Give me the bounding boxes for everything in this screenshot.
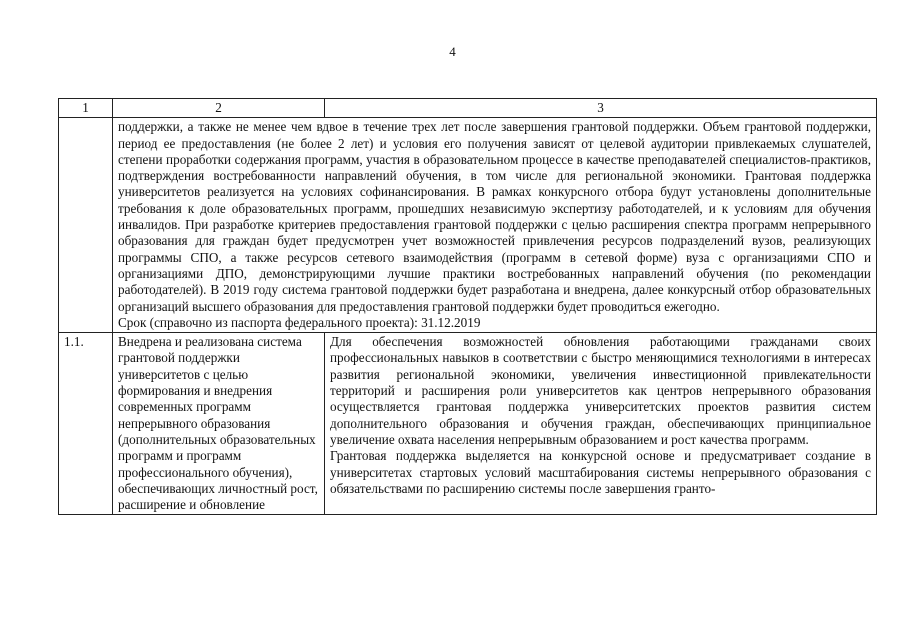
- result-title: Внедрена и реализована система грантовой поддержки университетов с целью формирования и внедрения современных программ непрерывного образования (дополнительных образовательных программ и программ профессионального обучения), обеспечивающих личностный рост, расширение и обновление: [118, 334, 318, 513]
- description-paragraph-1: Для обеспечения возможностей обновления работающими гражданами своих профессиональных навыков в соответствии с быстро меняющимися технологиями в интересах развития региональной экономики, увеличения инвестиционной привлекательности территорий и расширения роли университетов как центров непрерывного образования осуществляется грантовая поддержка университетских проектов развития систем дополнительного образования и обучения граждан, обеспечивающих принципиальное увеличение охвата населения непрерывным образованием и рост качества программ.: [330, 334, 871, 447]
- table-row-1-1: [59, 333, 877, 515]
- row-number: 1.1.: [59, 333, 113, 515]
- header-cell-3: 3: [325, 99, 877, 118]
- page-number: 4: [449, 44, 456, 59]
- document-table: [58, 98, 877, 515]
- continuation-paragraph: поддержки, а также не менее чем вдвое в течение трех лет после завершения грантовой поддержки. Объем грантовой поддержки, период ее предоставления (не более 2 лет) и условия его получения зависят от целевой аудитории привлекаемых слушателей, степени проработки содержания программ, участия в образовательном процессе в качестве преподавателей специалистов-практиков, подтверждения востребованности направлений обучения, в том числе для региональной экономики. Грантовая поддержка университетов реализуется на условиях софинансирования. В рамках конкурсного отбора будут установлены дополнительные требования к доле образовательных программ, прошедших независимую экспертизу работодателей, и к условиям для обучения инвалидов. При разработке критериев предоставления грантовой поддержки с целью расширения спектра программ непрерывного образования для граждан будет предусмотрен учет возможностей привлечения ресурсов подразделений вузов, реализующих программы СПО, а также ресурсов сетевого взаимодействия (программ в сетевой форме) вуза с организациями СПО и организациями ДПО, демонстрирующими лучшие практики востребованных направлений обучения (по рекомендации работодателей). В 2019 году система грантовой поддержки будет разработана и внедрена, далее конкурсный отбор образовательных организаций высшего образования для предоставления грантовой поддержки будет проводиться ежегодно.: [118, 119, 871, 314]
- description-paragraph-2: Грантовая поддержка выделяется на конкурсной основе и предусматривает создание в университетах стартовых условий масштабирования системы непрерывного образования с обязательствами по расширению системы после завершения гранто-: [330, 448, 871, 496]
- table-row-continuation: [59, 118, 877, 333]
- continuation-text-cell: [113, 118, 877, 333]
- deadline-text: Срок (справочно из паспорта федерального проекта): 31.12.2019: [118, 314, 481, 330]
- result-description-cell: [325, 333, 877, 515]
- header-cell-1: 1: [59, 99, 113, 118]
- result-title-cell: [113, 333, 325, 515]
- table-header-row: [59, 99, 877, 118]
- header-cell-2: 2: [113, 99, 325, 118]
- row-number: [59, 118, 113, 333]
